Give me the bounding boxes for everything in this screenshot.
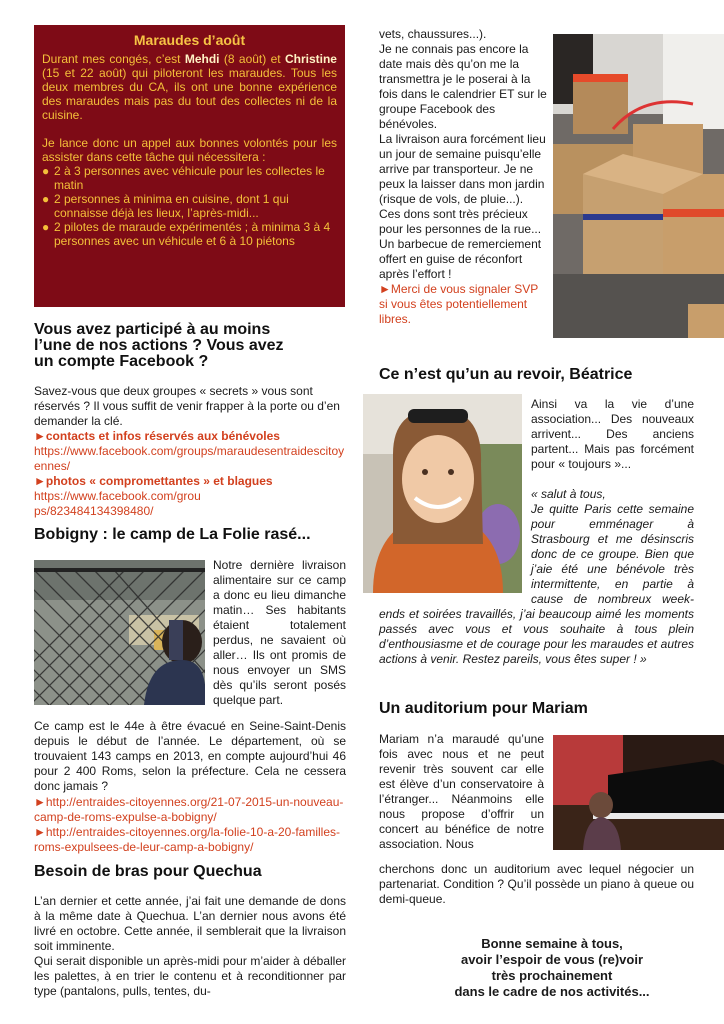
- name-christine: Christine: [284, 52, 337, 66]
- beatrice-heading: Ce n’est qu’un au revoir, Béatrice: [379, 366, 633, 383]
- closing-line-4: dans le cadre de nos activités...: [454, 984, 650, 999]
- maraudes-paragraph-2: Je lance donc un appel aux bonnes volontés pour les assister dans cette tâche qui nécessitera :: [42, 136, 337, 164]
- quechua-paragraph-4: La livraison aura forcément lieu un jour de semaine puisqu’elle arrive par transporteur. Je ne peux la laisser dans mon jardin (risque de vols, de pluie...).: [379, 132, 546, 206]
- quechua-paragraph-2: Qui serait disponible un après-midi pour m’aider à déballer les palettes, à en trier le contenu et à reconditionner par type (pantalons, pulls, tentes, du-: [34, 954, 346, 998]
- quechua-paragraph-3: Je ne connais pas encore la date mais dès qu’on me la transmettra je le poserai à la fois dans le calendrier ET sur le groupe Facebook des bénévoles.: [379, 42, 547, 131]
- mariam-text: cherchons donc un auditorium avec lequel négocier un partenariat. Condition ? Qu’il possède un piano à queue ou demi-queue.: [379, 862, 694, 906]
- beatrice-quote-text: Je quitte Paris cette semaine pour emménager à Strasbourg et me désinscris donc de ce groupe. Bien que j’aie été une bénévole très intermittente, en partie à cause de nombreux week-ends et soirées travaillés, j’ai beaucoup aimé les moments passés avec vous et vous souhaite à tous plein d’enthousiasme et de courage pour les maraudes et autres actions à venir. Restez pareils, vous êtes super ! »: [379, 502, 694, 666]
- bobigny-text: Ce camp est le 44e à être évacué en Seine-Saint-Denis depuis le début de l’année. Le département, où se trouvaient 143 camps en 2013, en compte aujourd’hui 46 pour 2 400 Roms, selon la préfecture. Cela ne cessera donc jamais ?: [34, 719, 346, 793]
- beatrice-intro: Ainsi va la vie d’une association... Des nouveaux arrivent... Des anciens partent... Mais pas forcément pour « toujours »...: [531, 397, 694, 471]
- volunteer-group-link[interactable]: https://www.facebook.com/groups/maraudesentraidescitoyennes/: [34, 444, 345, 473]
- photos-group-link-label[interactable]: ►photos « compromettantes » et blagues: [34, 474, 273, 488]
- quechua-continued: [379, 27, 547, 327]
- maraudes-bullet: ● 2 personnes à minima en cuisine, dont 1 qui connaisse déjà les lieux, l’après-midi...: [42, 192, 289, 220]
- photos-group-link[interactable]: https://www.facebook.com/groups/823484134398480/: [34, 489, 201, 518]
- bobigny-side-text: Notre dernière livraison alimentaire sur ce camp a donc eu lieu dimanche matin… Ses habitants étaient totalement perdus, ne savaient où aller… Ils ont promis de nous envoyer un SMS dès qu’ils seront posés quelque part.: [213, 558, 346, 707]
- quechua-paragraph-5: Ces dons sont très précieux pour les personnes de la rue...: [379, 207, 542, 236]
- bobigny-link-1[interactable]: ►http://entraides-citoyennes.org/21-07-2015-un-nouveau-camp-de-roms-expulse-a-bobigny/: [34, 795, 344, 824]
- maraudes-bullet: ● 2 à 3 personnes avec véhicule pour les collectes le matin: [42, 164, 325, 192]
- quechua-heading: Besoin de bras pour Quechua: [34, 863, 262, 880]
- closing-line-1: Bonne semaine à tous,: [481, 936, 623, 951]
- beatrice-quote: [379, 502, 694, 667]
- fence-photo: [34, 560, 205, 705]
- mariam-side-text: Mariam n’a maraudé qu’une fois avec nous et ne peut revenir très souvent car elle est élève d’un conservatoire à l’étranger... Néanmoins elle nous propose d’offrir un concert au bénéfice de notre association. Nous: [379, 732, 544, 851]
- maraudes-title: Maraudes d’août: [133, 32, 246, 48]
- name-mehdi: Mehdi: [184, 52, 220, 66]
- maraudes-bullet: ● 2 pilotes de maraude expérimentés ; à minima 3 à 4 personnes avec un véhicule et 6 à 10 piétons: [42, 220, 331, 248]
- maraudes-box: [34, 25, 345, 307]
- closing-line-2: avoir l’espoir de vous (re)voir: [460, 952, 644, 967]
- facebook-intro: Savez-vous que deux groupes « secrets » vous sont réservés ? Il vous suffit de venir frapper à la porte ou d’en demander la clé.: [34, 384, 340, 428]
- quechua-call-to-action: ►Merci de vous signaler SVP si vous êtes potentiellement libres.: [379, 282, 539, 326]
- quechua-continued-text: vets, chaussures...).: [379, 27, 487, 41]
- closing-message: [392, 936, 712, 1000]
- maraudes-paragraph-1: Durant mes congés, c’est Mehdi (8 août) et Christine (15 et 22 août) qui piloteront les maraudes. Tous les deux membres du CA, ils ont une bonne expérience des maraudes mais pas du tout des collectes ni de la cuisine.: [42, 52, 337, 122]
- mariam-heading: Un auditorium pour Mariam: [379, 700, 588, 717]
- closing-line-3: très prochainement: [491, 968, 613, 983]
- piano-photo: [553, 735, 724, 850]
- facebook-heading: Vous avez participé à au moins l’une de nos actions ? Vous avez un compte Facebook ?: [34, 321, 284, 370]
- quechua-paragraph-1: L’an dernier et cette année, j’ai fait une demande de dons à la même date à Quechua. L’an dernier nous avons été livré en octobre. Cette année, il semblerait que la livraison soit imminente.: [34, 894, 346, 953]
- volunteer-group-link-label[interactable]: ►contacts et infos réservés aux bénévoles: [34, 429, 280, 443]
- boxes-photo: [553, 34, 724, 338]
- bobigny-heading: Bobigny : le camp de La Folie rasé...: [34, 526, 311, 543]
- facebook-section: [34, 322, 346, 519]
- beatrice-quote-greeting: « salut à tous,: [531, 487, 606, 501]
- bobigny-link-2[interactable]: ►http://entraides-citoyennes.org/la-folie-10-a-20-familles-roms-expulsees-de-leur-camp-a-bobigny/: [34, 825, 341, 854]
- quechua-paragraph-6: Un barbecue de remerciement offert en guise de réconfort après l’effort !: [379, 237, 542, 281]
